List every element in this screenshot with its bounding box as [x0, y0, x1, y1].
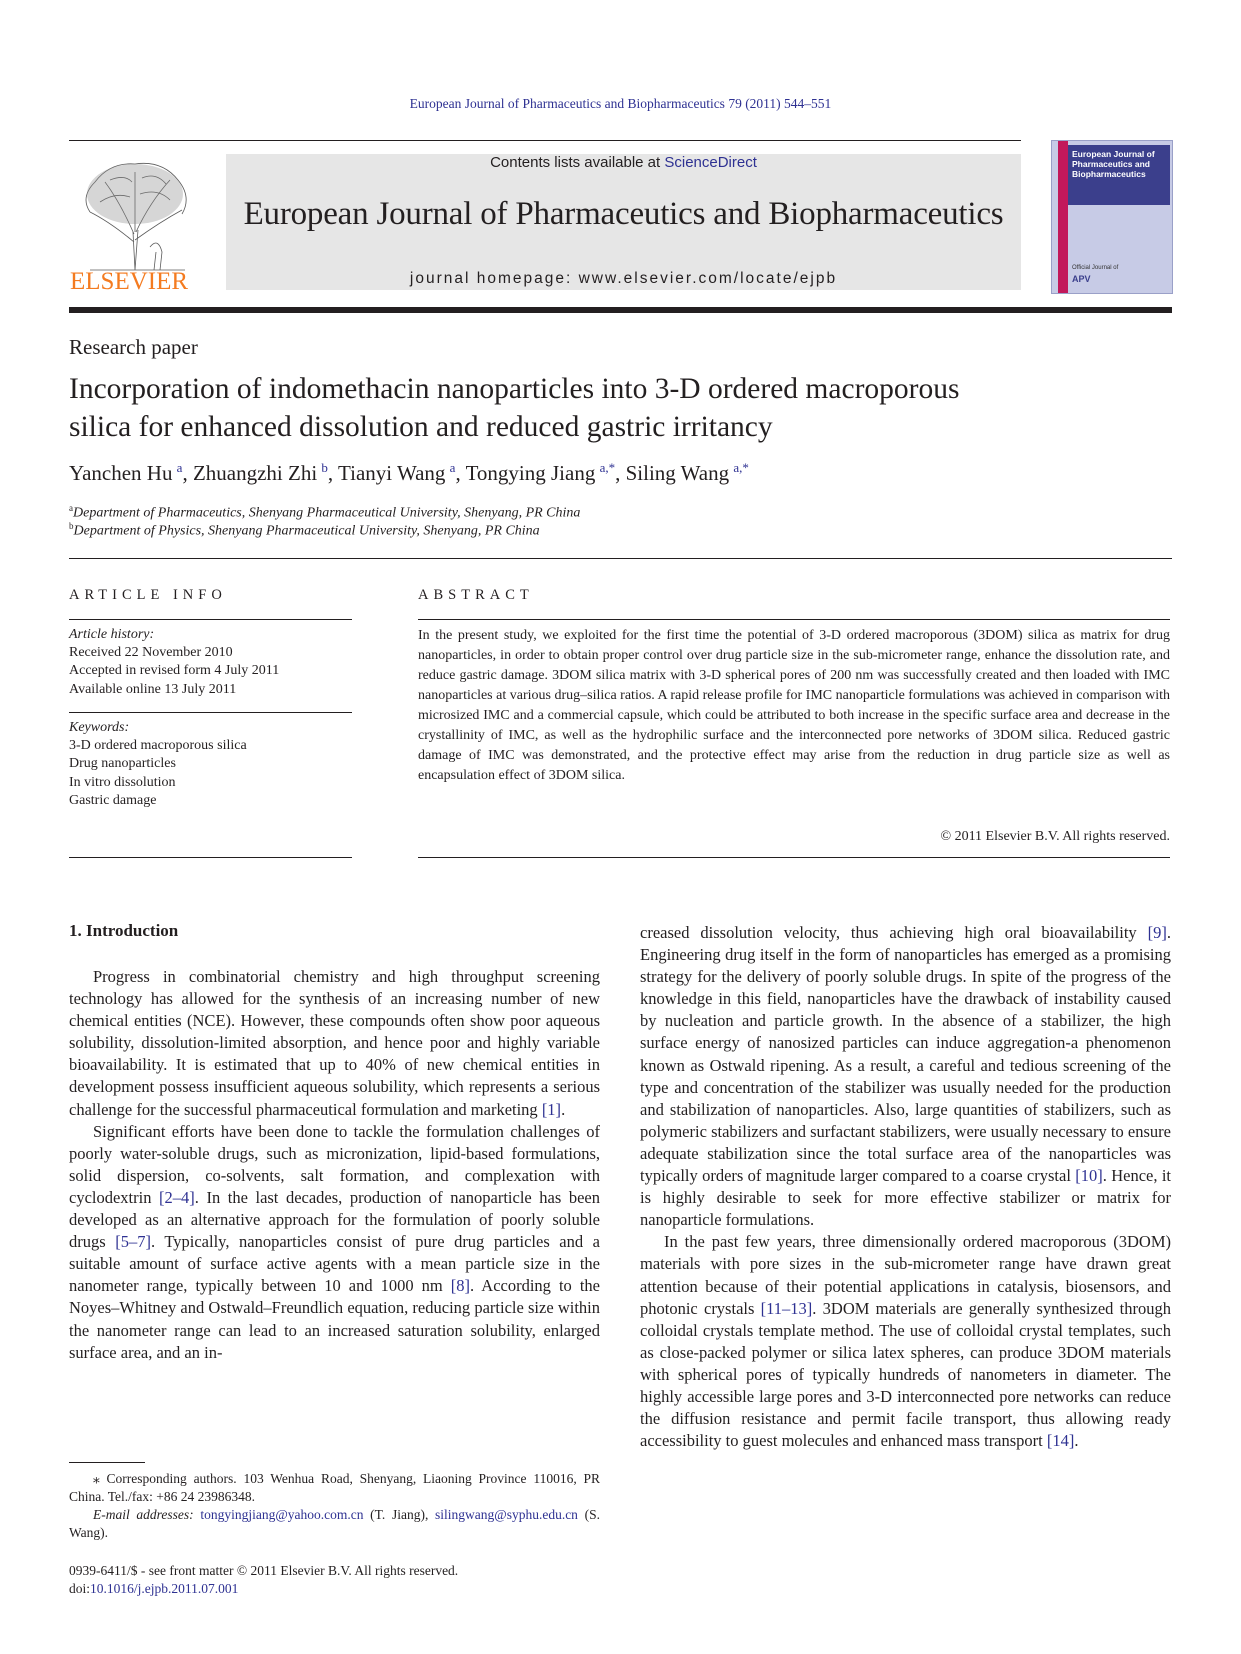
right-column: [640, 922, 1171, 1452]
author-list: [69, 460, 749, 486]
paragraph-text: . Engineering drug itself in the form of nanoparticles has emerged as a promising strategy for the delivery of poorly soluble drugs. In spite of the progress of the knowledge in this field, nanoparticles have the drawback of instability caused by nucleation and particle growth. In the absence of a stabilizer, the high surface energy of nanosized particles can induce aggregation-a phenomenon known as Ostwald ripening. As a result, a careful and tedious screening of the type and concentration of the stabilizer was usually needed for the production and stabilization of nanoparticles. Also, large quantities of stabilizers, such as polymeric stabilizers and surfactant stabilizers, were usually necessary to ensure adequate stabilization since the total surface area of the nanoparticles was typically orders of magnitude larger compared to a coarse crystal: [640, 923, 1171, 1186]
paragraph-text: . According to the Noyes–Whitney and Ostwald–Freundlich equation, reducing particle size within the nanometer range can lead to an increased saturation solubility, enlarged surface area, and an in-: [69, 1276, 600, 1362]
header-top-rule: [69, 140, 1021, 141]
reference-link[interactable]: [10]: [1075, 1166, 1103, 1186]
author-name: Yanchen Hu: [69, 461, 173, 485]
history-online: Available online 13 July 2011: [69, 681, 237, 697]
section-heading-introduction: 1. Introduction: [69, 921, 179, 940]
author-separator: ,: [182, 461, 193, 485]
contents-line: [226, 154, 1021, 171]
svg-text:ELSEVIER: ELSEVIER: [70, 268, 189, 292]
corresponding-author-note: [69, 1470, 600, 1506]
author-affiliation-marker[interactable]: a,*: [599, 460, 616, 475]
abstract-rule: [418, 619, 1170, 620]
header-thick-rule: [69, 307, 1172, 313]
author-affiliation-marker[interactable]: a,*: [733, 460, 749, 475]
author-separator: ,: [455, 461, 466, 485]
abstract-heading: ABSTRACT: [418, 587, 534, 603]
paragraph-text: . Typically, nanoparticles consist of pure drug particles and a suitable amount of surface active agents with a mean particle size in the nanometer range, typically between 10 and 1000 nm: [69, 1232, 600, 1296]
article-history: [69, 626, 352, 699]
keywords-label: Keywords:: [69, 720, 130, 735]
paragraph-text: . Hence, it is highly desirable to seek for more effective stabilizer or matrix for nanoparticle formulations.: [640, 1166, 1171, 1230]
front-matter: [69, 1562, 458, 1598]
author-separator: ,: [327, 461, 339, 485]
keyword-item: In vitro dissolution: [69, 774, 176, 790]
elsevier-logo: [70, 152, 200, 292]
author-name: Siling Wang: [625, 461, 730, 485]
keywords-block: [69, 719, 352, 810]
author-name: Zhuangzhi Zhi: [192, 461, 318, 485]
email-label: E-mail addresses:: [93, 1507, 201, 1522]
keyword-item: Drug nanoparticles: [69, 756, 176, 772]
paragraph-text: . In the last decades, production of nanoparticle has been developed as an alternative approach for the formulation of poorly soluble drugs: [69, 1187, 600, 1252]
paragraph: [640, 922, 1171, 1231]
author-affiliation-marker[interactable]: a: [449, 460, 456, 475]
author-affiliation-marker[interactable]: a: [176, 460, 183, 475]
author-affiliation-marker[interactable]: b: [321, 460, 328, 475]
affiliation-b-text: Department of Physics, Shenyang Pharmaceutical University, Shenyang, PR China: [73, 523, 540, 539]
keywords-rule: [69, 712, 352, 713]
paragraph-text: Significant efforts have been done to tackle the formulation challenges of poorly water-soluble drugs, such as micronization, lipid-based formulations, solid dispersion, co-solvents, salt formation, and complexation with cyclodextrin: [69, 1121, 600, 1207]
reference-link[interactable]: [8]: [450, 1276, 471, 1296]
cover-subtitle: Official Journal of: [1072, 265, 1119, 271]
journal-title: European Journal of Pharmaceutics and Biopharmaceutics: [243, 196, 1004, 232]
author-separator: ,: [615, 461, 626, 485]
article-info-heading: ARTICLE INFO: [69, 587, 227, 603]
reference-link[interactable]: [2–4]: [159, 1187, 195, 1207]
paragraph: Progress in combinatorial chemistry and high throughput screening technology has allowed for the synthesis of an increasing number of new chemical entities (NCE). However, these compounds often show poor aqueous solubility, dissolution-limited absorption, and hence poor and highly variable bioavailability. It is estimated that up to 40% of new chemical entities in development possess insufficient aqueous solubility, which represents a serious challenge for the successful pharmaceutical formulation and marketing [1].: [69, 967, 600, 1119]
history-label: Article history:: [69, 627, 155, 642]
doi-prefix: doi:: [69, 1581, 91, 1596]
sciencedirect-link[interactable]: ScienceDirect: [664, 154, 757, 171]
email-owner: (S. Wang).: [69, 1507, 600, 1540]
email-link[interactable]: tongyingjiang@yahoo.com.cn: [200, 1507, 364, 1522]
paragraph: In the past few years, three dimensionally ordered macroporous (3DOM) materials with pore sizes in the sub-micrometer range have drawn great attention because of their potential applications in catalysis, biosensors, and photonic crystals [11–13]. 3DOM materials are generally synthesized through colloidal crystals template method. The use of colloidal crystal templates, such as close-packed polymer or silica latex spheres, can produce 3DOM materials with spherical pores of typically hundreds of nanometers in diameter. The highly accessible large pores and 3-D interconnected pore networks can reduce the diffusion resistance and permit facile transport, thus allowing ready accessibility to guest molecules and enhanced mass transport [14].: [640, 1232, 1171, 1451]
article-type: Research paper: [69, 335, 198, 359]
abstract-copyright: © 2011 Elsevier B.V. All rights reserved.: [940, 829, 1170, 844]
paragraph-text: Progress in combinatorial chemistry and high throughput screening technology has allowed for the synthesis of an increasing number of new chemical entities (NCE). However, these compounds often show poor aqueous solubility, dissolution-limited absorption, and hence poor and highly variable bioavailability. It is estimated that up to 40% of new chemical entities in development possess insufficient aqueous solubility, which represents a serious challenge for the successful pharmaceutical formulation and marketing: [69, 967, 600, 1119]
affiliation-b-marker: b: [69, 521, 74, 531]
reference-link[interactable]: [1]: [541, 1099, 562, 1119]
affiliation-b: [69, 521, 540, 540]
affiliation-a-marker: a: [69, 503, 73, 513]
email-link[interactable]: silingwang@syphu.edu.cn: [435, 1507, 578, 1522]
doi-link[interactable]: 10.1016/j.ejpb.2011.07.001: [90, 1581, 239, 1596]
head-divider: [69, 558, 1172, 559]
article-info-rule: [69, 619, 352, 620]
doi-line: [69, 1580, 458, 1598]
affiliation-a: [69, 503, 580, 522]
contents-prefix: Contents lists available at: [490, 154, 665, 171]
issn-line: 0939-6411/$ - see front matter © 2011 Elsevier B.V. All rights reserved.: [69, 1563, 459, 1578]
history-received: Received 22 November 2010: [69, 645, 233, 661]
paragraph-text: In the past few years, three dimensionally ordered macroporous (3DOM) materials with pore sizes in the sub-micrometer range have drawn great attention because of their potential applications in catalysis, biosensors, and photonic crystals: [640, 1232, 1171, 1318]
keyword-item: 3-D ordered macroporous silica: [69, 738, 247, 754]
reference-link[interactable]: [9]: [1147, 923, 1167, 942]
reference-link[interactable]: [11–13]: [760, 1298, 813, 1318]
journal-citation[interactable]: European Journal of Pharmaceutics and Biopharmaceutics 79 (2011) 544–551: [409, 96, 832, 111]
affiliation-a-text: Department of Pharmaceutics, Shenyang Pharmaceutical University, Shenyang, PR China: [73, 505, 581, 521]
reference-link[interactable]: [14]: [1046, 1431, 1075, 1451]
email-owner: (T. Jiang),: [363, 1507, 436, 1522]
keyword-item: Gastric damage: [69, 792, 157, 808]
article-info-bottom-rule: [69, 857, 352, 858]
article-title-line-1: Incorporation of indomethacin nanoparticles into 3-D ordered macroporous: [69, 373, 960, 405]
footnote-text: ⁎ Corresponding authors. 103 Wenhua Road, Shenyang, Liaoning Province 110016, PR China. Tel./fax: +86 24 23986348.: [69, 1471, 600, 1504]
reference-link[interactable]: [5–7]: [115, 1232, 151, 1252]
elsevier-tree-icon: [70, 152, 200, 292]
footnote-rule: [69, 1462, 145, 1463]
article-title: [69, 370, 1179, 446]
author-name: Tianyi Wang: [338, 461, 446, 485]
left-column: [69, 966, 600, 1364]
paragraph-text: creased dissolution velocity, thus achieving high oral bioavailability: [640, 923, 1148, 942]
abstract-bottom-rule: [418, 857, 1170, 858]
cover-org: APV: [1072, 274, 1091, 284]
journal-cover: [1051, 140, 1173, 294]
abstract-text: In the present study, we exploited for the first time the potential of 3-D ordered macroporous (3DOM) silica as matrix for drug nanoparticles, in order to obtain proper control over drug particle size in the sub-micrometer range, enhance the dissolution rate, and reduce gastric damage. 3DOM silica matrix with 3-D spherical pores of 200 nm was successfully created and then loaded with IMC nanoparticles at various drug–silica ratios. A rapid release profile for IMC nanoparticle formulations was achieved in comparison with microsized IMC and a commercial capsule, which could be attributed to both increase in the specific surface area and decrease in the crystallinity of IMC, as well as the hydrophilic surface and the interconnected pore networks of 3DOM silica. Reduced gastric damage of IMC was demonstrated, and the protective effect may arise from the reduction in drug particle size as well as encapsulation effect of 3DOM silica.: [418, 628, 1170, 783]
paragraph: [69, 1121, 600, 1364]
cover-title: European Journal of Pharmaceutics and Biopharmaceutics: [1072, 149, 1155, 179]
author-name: Tongying Jiang: [465, 461, 596, 485]
history-accepted: Accepted in revised form 4 July 2011: [69, 663, 280, 679]
email-note: [69, 1506, 600, 1542]
cover-spine: [1058, 141, 1068, 293]
article-title-line-2: silica for enhanced dissolution and reduced gastric irritancy: [69, 411, 773, 443]
paragraph-text: . 3DOM materials are generally synthesized through colloidal crystals template method. The use of colloidal crystal templates, such as close-packed polymer or silica latex spheres, can produce 3DOM materials with spherical pores of typically hundreds of nanometers in diameter. The highly accessible large pores and 3-D interconnected pore networks can reduce the diffusion resistance and permit facile transport, thus allowing ready accessibility to guest molecules and enhanced mass transport: [640, 1298, 1171, 1451]
journal-homepage[interactable]: journal homepage: www.elsevier.com/locate/ejpb: [409, 270, 838, 287]
